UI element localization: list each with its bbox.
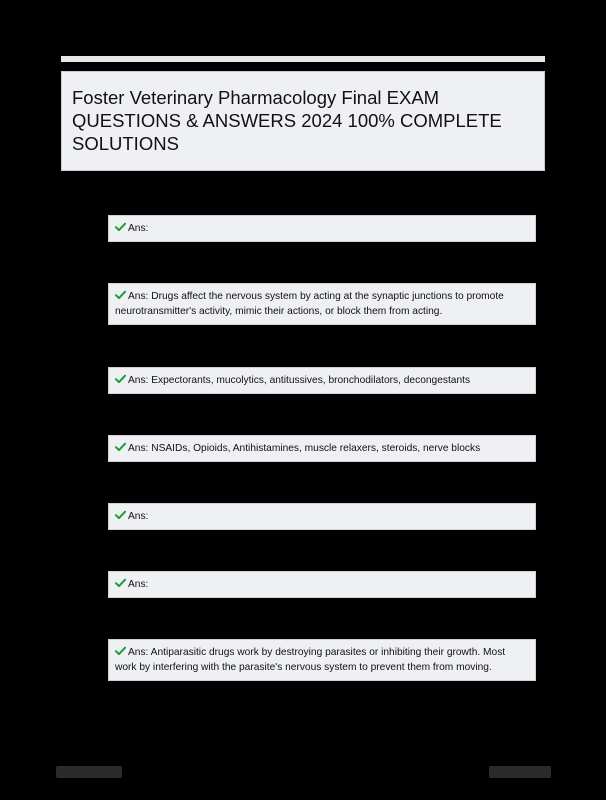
answer-prefix: Ans: <box>128 291 149 302</box>
check-icon <box>115 510 126 520</box>
answer-box-4 <box>108 435 536 462</box>
answer-prefix: Ans: <box>128 443 149 454</box>
check-icon <box>115 442 126 452</box>
footer-right-redacted <box>489 766 551 778</box>
check-icon <box>115 646 126 656</box>
top-rule <box>61 56 545 62</box>
answer-text: Drugs affect the nervous system by acting at the synaptic junctions to promote neurotransmitter's activity, mimic their actions, or block them from acting. <box>115 291 504 317</box>
answer-box-5 <box>108 503 536 530</box>
answer-box-3 <box>108 367 536 394</box>
title-box <box>61 71 545 171</box>
answer-prefix: Ans: <box>128 375 149 386</box>
answer-prefix: Ans: <box>128 223 149 234</box>
document-title: Foster Veterinary Pharmacology Final EXAM QUESTIONS & ANSWERS 2024 100% COMPLETE SOLUTIONS <box>72 87 502 154</box>
footer-left-redacted <box>56 766 122 778</box>
answer-box-1 <box>108 215 536 242</box>
check-icon <box>115 578 126 588</box>
answer-text: Antiparasitic drugs work by destroying parasites or inhibiting their growth. Most work by interfering with the parasite's nervous system to prevent them from moving. <box>115 647 506 673</box>
answer-text: Expectorants, mucolytics, antitussives, bronchodilators, decongestants <box>151 375 471 386</box>
check-icon <box>115 374 126 384</box>
check-icon <box>115 290 126 300</box>
answer-prefix: Ans: <box>128 647 149 658</box>
answer-prefix: Ans: <box>128 511 149 522</box>
check-icon <box>115 222 126 232</box>
answer-box-7 <box>108 639 536 681</box>
answer-prefix: Ans: <box>128 579 149 590</box>
answer-box-2 <box>108 283 536 325</box>
answer-text: NSAIDs, Opioids, Antihistamines, muscle relaxers, steroids, nerve blocks <box>151 443 481 454</box>
answer-box-6 <box>108 571 536 598</box>
